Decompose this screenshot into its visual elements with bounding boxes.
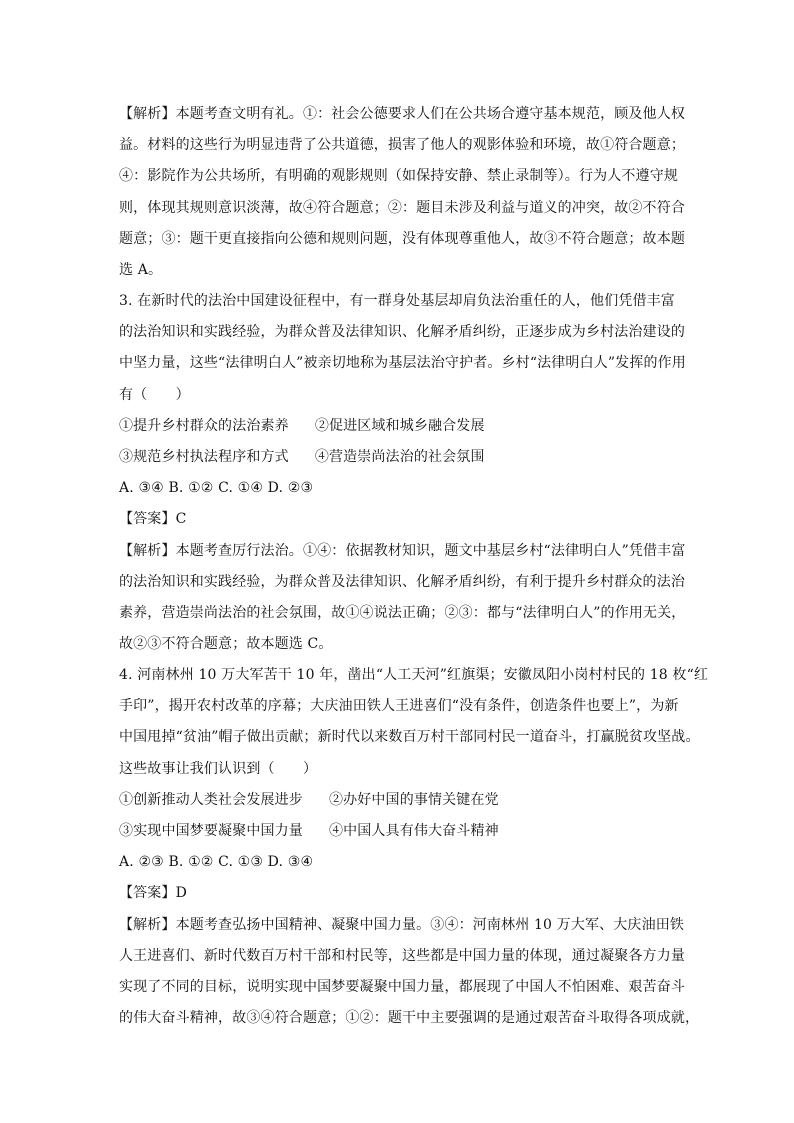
answer-line	[119, 504, 675, 535]
statement-row	[119, 442, 675, 473]
analysis-line: ④：影院作为公共场所，有明确的观影规则（如保持安静、禁止录制等）。行为人不遵守规	[119, 168, 678, 185]
answer-tag: 【答案】	[119, 885, 176, 902]
statement-row	[119, 785, 675, 816]
question-stem-line: 3. 在新时代的法治中国建设征程中，有一群身处基层却肩负法治重任的人，他们凭借丰富	[119, 293, 675, 309]
statement-2: ②办好中国的事情关键在党	[328, 791, 499, 808]
analysis-tag: 【解析】	[119, 106, 176, 122]
analysis-line: 益。材料的这些行为明显违背了公共道德，损害了他人的观影体验和环境，故①符合题意；	[119, 137, 685, 154]
statement-1: ①提升乡村群众的法治素养	[119, 417, 289, 434]
analysis-line: 【解析】本题考查文明有礼。①：社会公德要求人们在公共场合遵守基本规范，顾及他人权	[119, 106, 686, 122]
statement-3: ③规范乡村执法程序和方式	[119, 448, 289, 465]
question-stem-line: 中国甩掉“贫油”帽子做出贡献；新时代以来数百万村干部同村民一道奋斗，打赢脱贫攻坚战。	[119, 729, 700, 746]
question-stem-line: 中坚力量，这些“法律明白人”被亲切地称为基层法治守护者。乡村“法律明白人”发挥的作用	[119, 355, 686, 372]
analysis-line: 人王进喜们、新时代数百万村干部和村民等，这些都是中国力量的体现，通过凝聚各方力量	[119, 947, 685, 964]
question-stem-line: 的法治知识和实践经验，为群众普及法律知识、化解矛盾纠纷，正逐步成为乡村法治建设的	[119, 324, 685, 341]
statement-4: ④营造崇尚法治的社会氛围	[314, 448, 485, 465]
analysis-line: 的法治知识和实践经验，为群众普及法律知识、化解矛盾纠纷，有利于提升乡村群众的法治	[119, 573, 685, 590]
question-stem-line: 有（ ）	[119, 386, 190, 403]
statement-2: ②促进区域和城乡融合发展	[314, 417, 485, 434]
analysis-line: 则，体现其规则意识淡薄，故④符合题意；②：题目未涉及利益与道义的冲突，故②不符合	[119, 199, 685, 216]
statement-1: ①创新推动人类社会发展进步	[119, 791, 303, 808]
statement-4: ④中国人具有伟大奋斗精神	[328, 822, 499, 839]
answer-choices: A. ③④ B. ①② C. ①④ D. ②③	[119, 480, 314, 497]
analysis-line: 【解析】本题考查弘扬中国精神、凝聚中国力量。③④：河南林州 10 万大军、大庆油田铁	[119, 916, 685, 933]
statement-3: ③实现中国梦要凝聚中国力量	[119, 822, 303, 839]
answer-choices: A. ②③ B. ①② C. ①③ D. ③④	[119, 854, 314, 871]
statement-row	[119, 411, 675, 442]
analysis-line: 故②③不符合题意；故本题选 C。	[119, 636, 333, 653]
question-stem-line: 4. 河南林州 10 万大军苦干 10 年，凿出“人工天河”红旗渠；安徽凤阳小岗村村民的 18 枚“红	[119, 667, 709, 683]
analysis-tag: 【解析】	[119, 542, 176, 559]
statement-row	[119, 816, 675, 847]
answer-value: C	[175, 511, 187, 528]
analysis-tag: 【解析】	[119, 916, 176, 933]
answer-value: D	[175, 885, 187, 902]
analysis-line: 素养，营造崇尚法治的社会氛围，故①④说法正确；②③：都与“法律明白人”的作用无关，	[119, 604, 686, 621]
question-4	[119, 660, 709, 1034]
analysis-line: 选 A。	[119, 261, 163, 278]
q2-analysis	[119, 99, 686, 286]
question-stem-line: 手印”，揭开农村改革的序幕；大庆油田铁人王进喜们“没有条件，创造条件也要上”，为新	[119, 698, 679, 715]
question-3	[119, 286, 686, 660]
analysis-line: 的伟大奋斗精神，故③④符合题意；①②：题干中主要强调的是通过艰苦奋斗取得各项成就，	[119, 1010, 700, 1027]
analysis-line: 题意；③：题干更直接指向公德和规则问题，没有体现尊重他人，故③不符合题意；故本题	[119, 230, 685, 247]
answer-tag: 【答案】	[119, 511, 176, 528]
analysis-line: 实现了不同的目标，说明实现中国梦要凝聚中国力量，都展现了中国人不怕困难、艰苦奋斗	[119, 978, 685, 995]
answer-line	[119, 878, 675, 909]
question-stem-line: 这些故事让我们认识到（ ）	[119, 760, 318, 777]
analysis-line: 【解析】本题考查厉行法治。①④：依据教材知识，题文中基层乡村“法律明白人”凭借丰富	[119, 542, 686, 559]
